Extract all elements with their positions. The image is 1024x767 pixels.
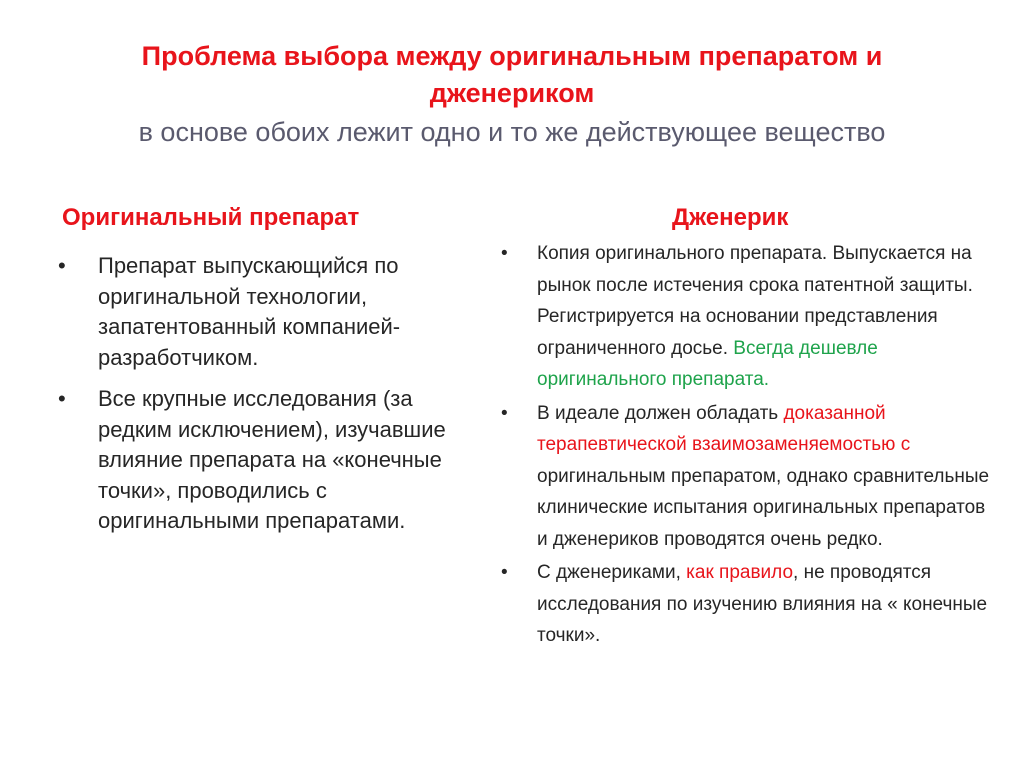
list-item <box>497 398 997 556</box>
title-line-2: дженериком <box>429 78 595 108</box>
list-item <box>497 238 997 396</box>
item-text: В идеале должен обладать <box>537 402 784 424</box>
generic-list <box>497 238 997 654</box>
highlight-red-text: доказанной терапевтической взаимозаменяемостью с <box>537 402 911 455</box>
title-line-1: Проблема выбора между оригинальным препаратом и <box>141 41 883 71</box>
list-item: • Препарат выпускающийся по оригинальной технологии, запатентованный компанией-разработчиком. <box>58 251 488 373</box>
highlight-red-text: как правило <box>686 562 794 583</box>
generic-heading: Дженерик <box>672 204 789 231</box>
highlight-green-text: Всегда дешевле оригинального препарата. <box>537 337 878 390</box>
item-text: С дженериками, <box>537 562 687 583</box>
item-text: Копия оригинального препарата. Выпускается на рынок после истечения срока патентной защиты. Регистрируется на основании представления ограниченного досье. <box>537 243 973 359</box>
original-drug-list <box>58 251 488 548</box>
original-drug-heading: Оригинальный препарат <box>62 204 360 231</box>
slide-title <box>0 38 1024 151</box>
item-text: , не проводятся исследования по изучению влияния на « конечные точки». <box>537 562 988 646</box>
list-item: • Все крупные исследования (за редким исключением), изучавшие влияние препарата на «конечные точки», проводились с оригинальными препаратами. <box>58 384 488 537</box>
list-item <box>497 557 997 652</box>
item-text: оригинальным препаратом, однако сравнительные клинические испытания оригинальных препаратов и дженериков проводятся очень редко. <box>537 465 990 550</box>
slide-subtitle: в основе обоих лежит одно и то же действующее вещество <box>138 117 886 147</box>
